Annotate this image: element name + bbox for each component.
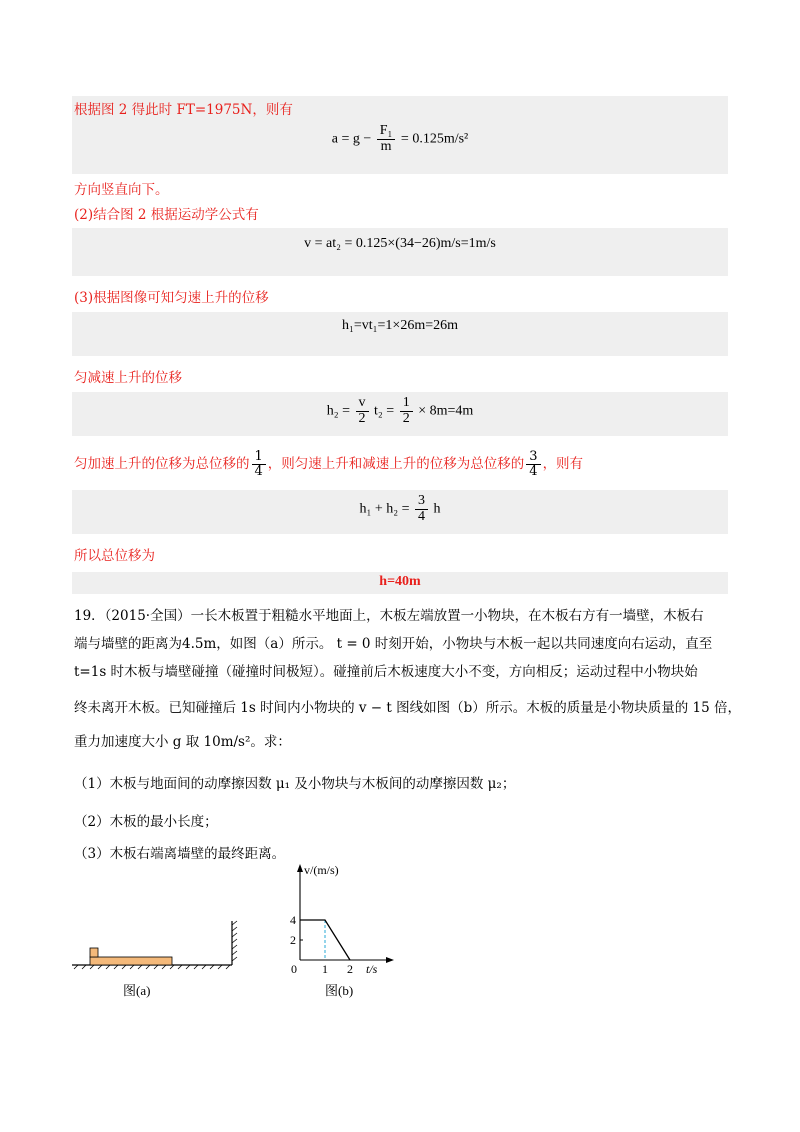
formula-part: t₂ = [374, 403, 395, 419]
figure-a-caption: 图(a) [123, 983, 151, 998]
x-axis-label: t/s [366, 962, 378, 976]
solution-text-fig2: 根据图 2 得此时 FT=1975N，则有 [74, 102, 293, 118]
x-tick-label: 2 [347, 962, 353, 976]
solution-text-part3: (3)根据图像可知匀速上升的位移 [74, 290, 269, 306]
question-line-4: 终未离开木板。已知碰撞后 1s 时间内小物块的 v − t 图线如图（b）所示。木板的质量是小物块质量的 15 倍， [74, 700, 742, 716]
question-line-3: t=1s 时木板与墙壁碰撞（碰撞时间极短）。碰撞前后木板速度大小不变，方向相反；运动过程中小物块始 [74, 664, 698, 680]
fraction [356, 396, 369, 426]
solution-text-decel: 匀减速上升的位移 [74, 370, 182, 386]
subquestion-1: （1）木板与地面间的动摩擦因数 μ₁ 及小物块与木板间的动摩擦因数 μ₂； [74, 776, 516, 792]
wall-hatch [232, 921, 237, 961]
fraction [252, 450, 266, 478]
question-line-1: 19．（2015·全国）一长木板置于粗糙水平地面上，木板左端放置一小物块，在木板右方有一墙壁，木板右 [74, 608, 704, 624]
figure-a [70, 915, 250, 1005]
formula-h1: h₁=vt₁=1×26m=26m [341, 318, 458, 333]
fraction-den: 2 [402, 410, 410, 426]
fraction-den: 4 [529, 464, 538, 479]
figure-b-vt-graph [280, 860, 410, 1010]
small-block [90, 948, 98, 957]
formula-velocity: v = at₂ = 0.125×(34−26)m/s=1m/s [304, 236, 496, 251]
formula-acceleration [72, 124, 728, 154]
solution-text-part2: (2)结合图 2 根据运动学公式有 [74, 207, 259, 223]
formula-part: a = g − [331, 131, 372, 147]
y-tick-label: 2 [290, 933, 296, 947]
fraction-num: 3 [526, 450, 540, 465]
solution-text-total: 所以总位移为 [74, 548, 155, 564]
question-line-5: 重力加速度大小 g 取 10m/s²。求： [74, 734, 291, 750]
formula-part: h₂ = [326, 403, 351, 419]
solution-text-direction: 方向竖直向下。 [74, 182, 169, 198]
formula-total-height: h=40m [379, 574, 421, 589]
figure-b-caption: 图(b) [325, 983, 354, 998]
formula-h2 [72, 396, 728, 426]
formula-sum [72, 494, 728, 524]
fraction-num: F₁ [377, 124, 396, 140]
fraction-num: 1 [400, 396, 413, 412]
text-part: ，则有 [542, 456, 584, 472]
formula-part: × 8m=4m [418, 403, 474, 419]
subquestion-2: （2）木板的最小长度； [74, 814, 218, 830]
y-axis-arrow [297, 864, 303, 872]
fraction-den: m [380, 138, 392, 154]
y-axis-label: v/(m/s) [304, 863, 339, 877]
question-line-2: 端与墙壁的距离为4.5m，如图（a）所示。 t = 0 时刻开始，小物块与木板一起以共同速度向右运动，直至 [74, 636, 713, 652]
fraction [526, 450, 540, 478]
solution-text-ratio [74, 450, 583, 479]
fraction-num: 1 [252, 450, 266, 465]
text-part: ，则匀速上升和减速上升的位移为总位移的 [267, 456, 525, 472]
text-part: 匀加速上升的位移为总位移的 [74, 456, 250, 472]
fraction-num: 3 [415, 494, 428, 510]
fraction [377, 124, 396, 154]
y-tick-label: 4 [290, 913, 296, 927]
origin-label: 0 [291, 962, 297, 976]
x-tick-label: 1 [322, 962, 328, 976]
subquestion-3: （3）木板右端离墙壁的最终距离。 [74, 846, 286, 862]
fraction [415, 494, 428, 524]
x-axis-arrow [386, 957, 394, 963]
formula-part: h [433, 501, 441, 517]
formula-part: h₁ + h₂ = [359, 501, 410, 517]
fraction-den: 2 [358, 410, 366, 426]
fraction-num: v [356, 396, 369, 412]
fraction [400, 396, 413, 426]
fraction-den: 4 [418, 508, 426, 524]
wooden-board [90, 957, 172, 965]
formula-part: = 0.125m/s² [400, 131, 469, 147]
fraction-den: 4 [254, 464, 263, 479]
